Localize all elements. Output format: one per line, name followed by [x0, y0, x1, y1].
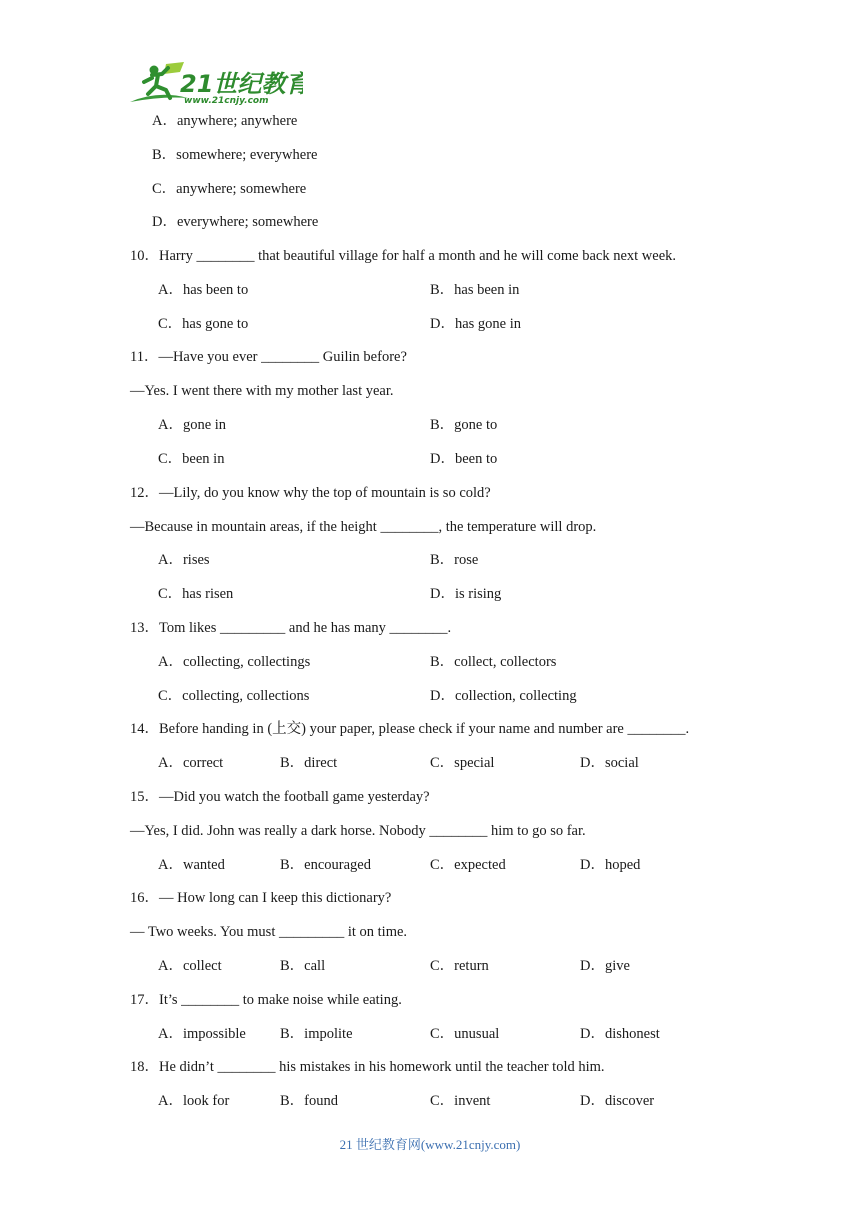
q11-reply: —Yes. I went there with my mother last year. — [130, 383, 394, 399]
q11-stem: 11．—Have you ever ________ Guilin before? — [130, 349, 407, 365]
q12-reply: —Because in mountain areas, if the height ________, the temperature will drop. — [130, 519, 597, 535]
q11-option-d: D．been to — [430, 451, 498, 467]
q15-option-d: D．hoped — [580, 857, 641, 873]
q13-option-c: C．collecting, collections — [158, 688, 310, 704]
q14-option-d: D．social — [580, 755, 639, 771]
q10-option-c: C．has gone to — [158, 316, 249, 332]
q15-stem: 15．—Did you watch the football game yesterday? — [130, 789, 430, 805]
runner-logo-icon — [128, 60, 303, 106]
q9-option-a: A．anywhere; anywhere — [152, 113, 298, 129]
q17-stem: 17．It’s ________ to make noise while eating. — [130, 992, 402, 1008]
q9-option-d: D．everywhere; somewhere — [152, 214, 319, 230]
q18-option-b: B．found — [280, 1093, 338, 1109]
q17-option-c: C．unusual — [430, 1026, 500, 1042]
q16-option-b: B．call — [280, 958, 326, 974]
q13-stem: 13．Tom likes _________ and he has many ________. — [130, 620, 452, 636]
q14-stem: 14．Before handing in (上交) your paper, please check if your name and number are ________. — [130, 721, 690, 737]
q17-option-d: D．dishonest — [580, 1026, 660, 1042]
q11-option-b: B．gone to — [430, 417, 498, 433]
q12-stem: 12．—Lily, do you know why the top of mountain is so cold? — [130, 485, 491, 501]
q9-option-c: C．anywhere; somewhere — [152, 181, 307, 197]
q15-option-c: C．expected — [430, 857, 506, 873]
q14-option-b: B．direct — [280, 755, 338, 771]
q10-option-d: D．has gone in — [430, 316, 522, 332]
q11-option-a: A．gone in — [158, 417, 227, 433]
q13-option-b: B．collect, collectors — [430, 654, 557, 670]
q13-option-a: A．collecting, collectings — [158, 654, 311, 670]
q18-option-a: A．look for — [158, 1093, 230, 1109]
q14-option-c: C．special — [430, 755, 495, 771]
q18-option-d: D．discover — [580, 1093, 655, 1109]
q12-option-b: B．rose — [430, 552, 479, 568]
q17-option-a: A．impossible — [158, 1026, 246, 1042]
svg-text:www.21cnjy.com: www.21cnjy.com — [184, 96, 269, 106]
q16-option-a: A．collect — [158, 958, 222, 974]
q10-option-a: A．has been to — [158, 282, 249, 298]
q16-option-c: C．return — [430, 958, 489, 974]
footer-link[interactable]: 21 世纪教育网(www.21cnjy.com) — [339, 1137, 521, 1152]
q17-option-b: B．impolite — [280, 1026, 353, 1042]
q13-option-d: D．collection, collecting — [430, 688, 577, 704]
q15-reply: —Yes, I did. John was really a dark horse. Nobody ________ him to go so far. — [130, 823, 586, 839]
q16-stem: 16．— How long can I keep this dictionary? — [130, 890, 392, 906]
q14-option-a: A．correct — [158, 755, 224, 771]
q16-reply: — Two weeks. You must _________ it on time. — [130, 924, 408, 940]
q9-option-b: B．somewhere; everywhere — [152, 147, 318, 163]
q12-option-a: A．rises — [158, 552, 210, 568]
q10-stem: 10．Harry ________ that beautiful village for half a month and he will come back next week. — [130, 248, 677, 264]
site-logo — [128, 60, 303, 106]
q18-option-c: C．invent — [430, 1093, 491, 1109]
q18-stem: 18．He didn’t ________ his mistakes in his homework until the teacher told him. — [130, 1059, 605, 1075]
q10-option-b: B．has been in — [430, 282, 520, 298]
q15-option-a: A．wanted — [158, 857, 225, 873]
q11-option-c: C．been in — [158, 451, 225, 467]
svg-text:21世纪教育: 21世纪教育 — [180, 70, 303, 98]
q12-option-d: D．is rising — [430, 586, 502, 602]
q12-option-c: C．has risen — [158, 586, 234, 602]
q16-option-d: D．give — [580, 958, 630, 974]
q15-option-b: B．encouraged — [280, 857, 371, 873]
